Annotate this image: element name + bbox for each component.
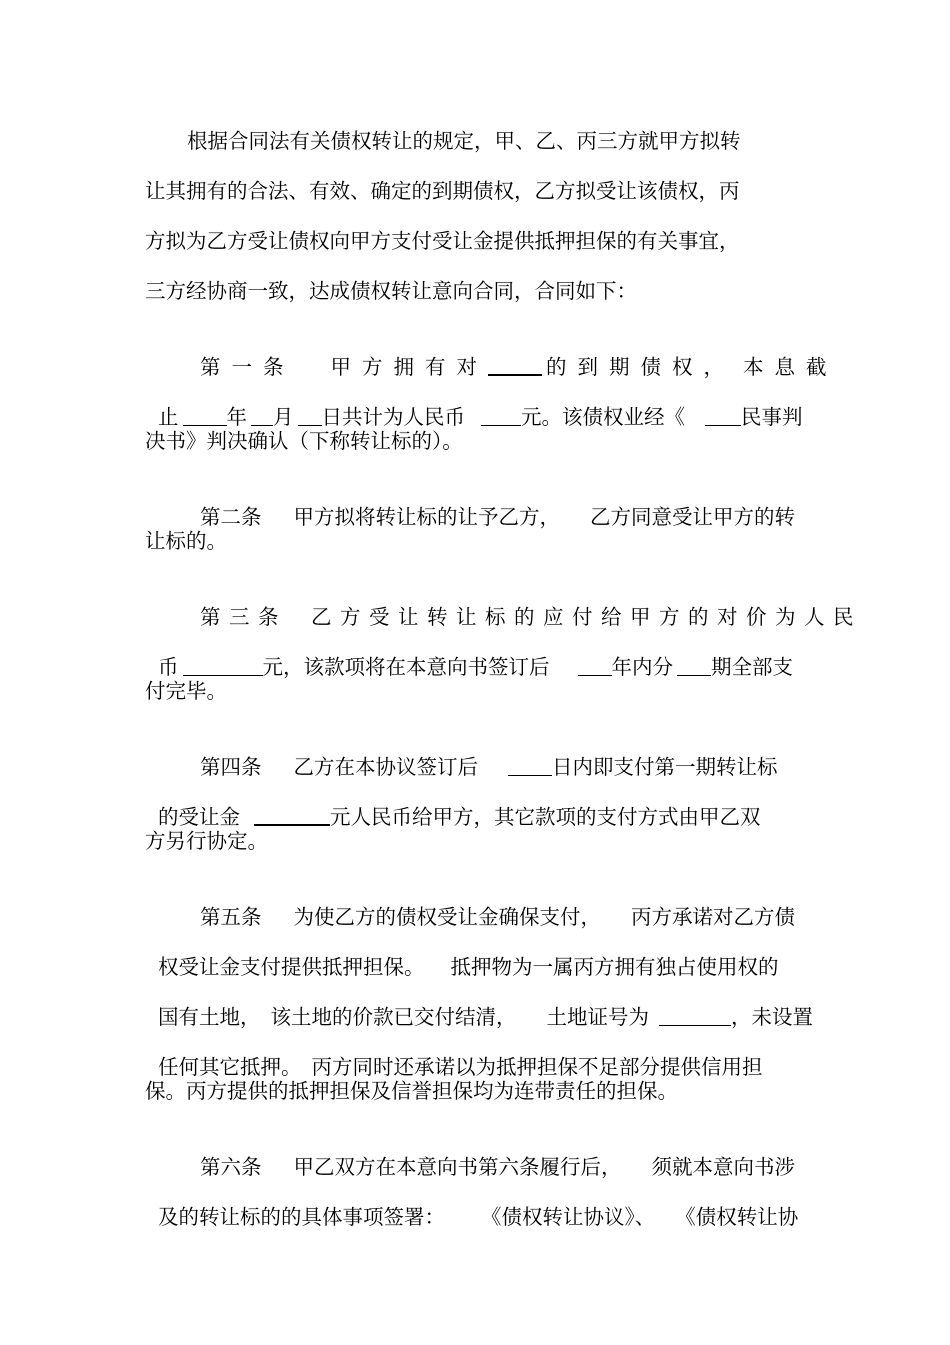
article-3-line-2: [145, 628, 793, 680]
article-3-text: 期全部支: [711, 655, 794, 679]
blank-years: [578, 655, 612, 676]
article-5-text: 国有土地，: [158, 1005, 261, 1029]
article-5-line-4: [145, 1028, 763, 1080]
article-5-text: 丙方承诺对乙方债: [631, 905, 796, 929]
article-4-number: 第四条: [200, 755, 262, 779]
article-6-line-1: [187, 1128, 795, 1180]
intro-line-3: 方拟为乙方受让债权向甲方支付受让金提供抵押担保的有关事宜，: [145, 229, 740, 253]
article-5-line-5: 保。丙方提供的抵押担保及信誉担保均为连带责任的担保。: [145, 1079, 678, 1103]
article-6-number: 第六条: [200, 1155, 262, 1179]
article-4-text: 的受让金: [158, 805, 241, 829]
article-3-text: 乙方受让转让标的应付给甲方的对价为人民: [311, 605, 863, 629]
article-4-line-1: [187, 728, 778, 780]
article-2-number: 第二条: [200, 505, 262, 529]
article-6-text: 及的转让标的的具体事项签署：: [158, 1205, 446, 1229]
article-1-text: 止: [158, 405, 179, 429]
blank-price: [183, 655, 263, 676]
article-2-line-2: 让标的。: [145, 529, 227, 553]
article-5-text: 任何其它抵押。: [158, 1055, 302, 1079]
intro-line-1: 根据合同法有关债权转让的规定，甲、乙、丙三方就甲方拟转: [187, 129, 741, 153]
article-6-line-2: [145, 1178, 798, 1230]
article-6-text: 《债权转让协: [675, 1205, 799, 1229]
article-3-number: 第三条: [200, 605, 288, 629]
article-1-text: 的到期债权，: [546, 355, 736, 379]
article-5-line-1: [187, 878, 795, 930]
blank-land-cert: [659, 1005, 731, 1026]
blank-judgment: [705, 405, 741, 426]
article-1-number: 第一条: [200, 355, 295, 379]
article-1-text: 元。该债权业经《: [521, 405, 686, 429]
article-3-text: 币: [158, 655, 179, 679]
article-5-text: 权受让金支付提供抵押担保。: [158, 955, 425, 979]
article-2-text: 乙方同意受让甲方的转: [590, 505, 796, 529]
article-5-text: 土地证号为: [546, 1005, 650, 1029]
article-1-text: 年: [226, 405, 248, 429]
article-5-text: 该土地的价款已交付结清，: [270, 1005, 517, 1029]
article-5-number: 第五条: [200, 905, 262, 929]
article-3-line-1: [187, 578, 862, 630]
blank-month: [251, 405, 273, 426]
intro-line-4: 三方经协商一致，达成债权转让意向合同，合同如下：: [145, 279, 637, 303]
article-1-text: 本息截: [743, 355, 838, 379]
article-6-text: 甲乙双方在本意向书第六条履行后，: [293, 1155, 622, 1179]
blank-first-payment: [254, 804, 330, 826]
blank-amount: [481, 405, 521, 426]
blank-days: [508, 755, 552, 776]
blank-year: [183, 405, 227, 426]
blank-day: [298, 405, 322, 426]
article-5-line-2: [145, 928, 779, 980]
article-4-line-3: 方另行协定。: [145, 829, 268, 853]
intro-line-2: 让其拥有的合法、有效、确定的到期债权，乙方拟受让该债权，丙: [145, 179, 740, 203]
article-4-text: 日内即支付第一期转让标: [552, 755, 778, 779]
article-4-line-2: [145, 778, 761, 830]
article-1-text: 月: [273, 405, 294, 429]
article-6-text: 须就本意向书涉: [651, 1155, 796, 1179]
article-5-line-3: [145, 978, 813, 1030]
article-3-text: 元，该款项将在本意向书签订后: [262, 655, 550, 679]
article-4-text: 元人民币给甲方，其它款项的支付方式由甲乙双: [330, 805, 761, 829]
article-1-line-2: [145, 378, 803, 430]
blank-creditor: [488, 354, 542, 376]
article-5-text: ，未设置: [731, 1005, 814, 1029]
article-5-text: 丙方同时还承诺以为抵押担保不足部分提供信用担: [311, 1055, 763, 1079]
article-1-text: 甲方拥有对: [330, 355, 489, 379]
article-1-line-1: [187, 328, 838, 380]
article-1-text: 民事判: [741, 405, 803, 429]
article-6-text: 《债权转让协议》、: [481, 1205, 656, 1229]
article-5-text: 为使乙方的债权受让金确保支付，: [293, 905, 602, 929]
article-2-line-1: [187, 478, 795, 530]
article-3-line-3: 付完毕。: [145, 679, 227, 703]
article-2-text: 甲方拟将转让标的让予乙方，: [293, 505, 561, 529]
article-3-text: 年内分: [611, 655, 674, 679]
article-1-line-3: 决书》判决确认（下称转让标的）。: [145, 429, 463, 453]
blank-periods: [677, 655, 711, 676]
article-1-text: 日共计为人民币: [321, 405, 466, 429]
article-5-text: 抵押物为一属丙方拥有独占使用权的: [450, 955, 779, 979]
article-4-text: 乙方在本协议签订后: [293, 755, 479, 779]
